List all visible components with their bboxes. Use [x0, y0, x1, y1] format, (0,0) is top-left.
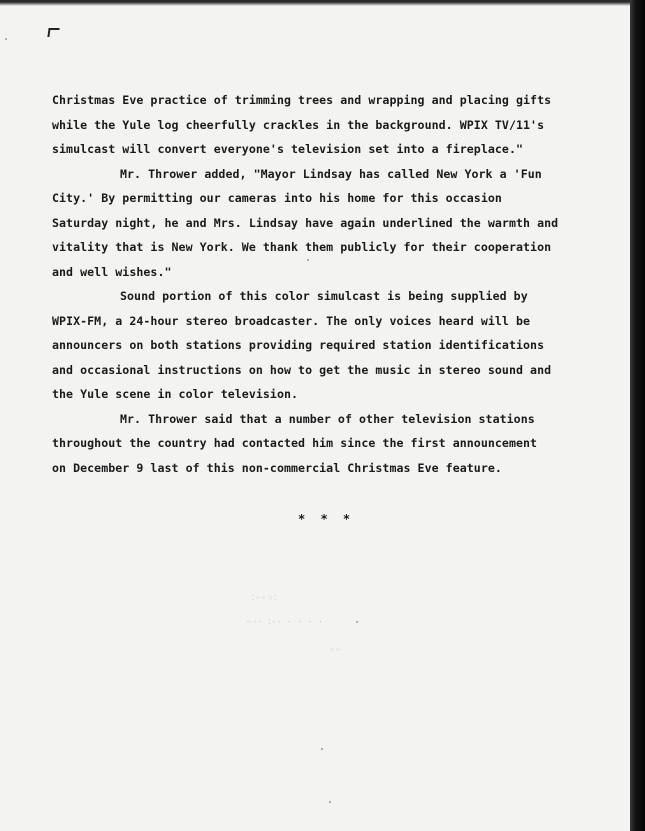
text-line-paragraph-start: Mr. Thrower said that a number of other television stations [120, 411, 535, 426]
scan-smudge: ⁖⁘ [330, 646, 342, 654]
end-mark: * * * [298, 512, 352, 526]
text-line: and occasional instructions on how to get the music in stereo sound and [52, 362, 552, 377]
scan-speck [5, 38, 7, 40]
text-line: on December 9 last of this non-commercial Christmas Eve feature. [52, 460, 502, 475]
scan-speck [356, 621, 358, 623]
press-release-text [52, 88, 612, 480]
scan-speck [307, 259, 309, 261]
text-line: the Yule scene in color television. [52, 387, 299, 401]
text-line: Saturday night, he and Mrs. Lindsay have again underlined the warmth and [52, 215, 559, 230]
text-line: WPIX-FM, a 24-hour stereo broadcaster. The only voices heard will be [52, 313, 531, 328]
corner-mark [47, 28, 59, 37]
text-line: simulcast will convert everyone's television set into a fireplace." [52, 142, 524, 156]
text-line: and well wishes." [52, 264, 172, 279]
scan-right-edge [630, 0, 645, 831]
scan-speck [329, 801, 331, 803]
text-line-paragraph-start: Sound portion of this color simulcast is being supplied by [120, 289, 528, 303]
scan-smudge: ⁚⁖⁘⁙⁚ [252, 594, 278, 602]
scan-top-edge [0, 0, 645, 6]
text-line: while the Yule log cheerfully crackles in the background. WPIX TV/11's [52, 117, 545, 132]
text-line: City.' By permitting our cameras into his home for this occasion [52, 191, 502, 205]
scan-speck [321, 748, 323, 750]
scan-smudge: ⁘⁖· ⁚⁖· · · · · [246, 618, 324, 626]
text-line: throughout the country had contacted him since the first announcement [52, 436, 538, 450]
text-line: Christmas Eve practice of trimming trees and wrapping and placing gifts [52, 93, 552, 107]
text-line-paragraph-start: Mr. Thrower added, "Mayor Lindsay has called New York a 'Fun [120, 166, 542, 181]
text-line: announcers on both stations providing required station identifications [52, 338, 545, 352]
text-line: vitality that is New York. We thank them publicly for their cooperation [52, 240, 552, 254]
